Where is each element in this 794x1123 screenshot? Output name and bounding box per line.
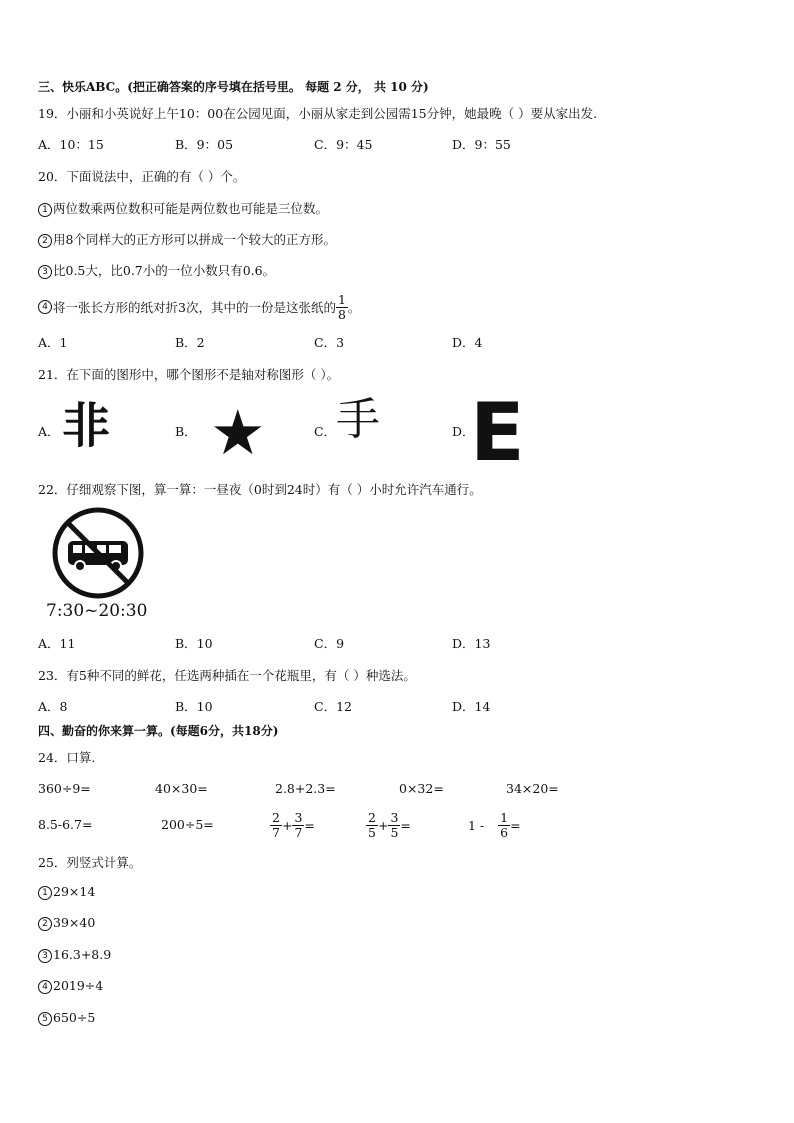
mental-calc-8: $\frac{2}{7}$ + $\frac{3}{7}$ = <box>272 810 315 840</box>
q20-option-c: C．3 <box>314 335 345 350</box>
no-bus-sign-icon <box>50 505 146 601</box>
question-22: 22．仔细观察下图，算一算：一昼夜（0时到24时）有（ ）小时允许汽车通行。 <box>38 482 482 497</box>
circled-number: 5 <box>38 1012 52 1026</box>
q23-option-b: B．10 <box>175 699 213 714</box>
mental-calc-1: 360÷9= <box>38 781 91 796</box>
q21-option-c-label: C． <box>314 424 337 439</box>
question-20: 20．下面说法中，正确的有（ ）个。 <box>38 169 246 184</box>
question-19: 19．小丽和小英说好上午10：00在公园见面，小丽从家走到公园需15分钟，她最晚（ ）要从家出发. <box>38 106 598 121</box>
vertical-calc-4: 4 2019÷4 <box>38 978 103 994</box>
figure-fei-character: 非 <box>62 398 111 454</box>
mental-calc-7: 200÷5= <box>161 817 214 832</box>
circled-number: 2 <box>38 234 52 248</box>
q21-option-b-label: B． <box>175 424 197 439</box>
q22-option-a: A．11 <box>38 636 76 651</box>
q22-option-b: B．10 <box>175 636 213 651</box>
q19-option-d: D．9：55 <box>452 137 511 152</box>
q22-option-c: C．9 <box>314 636 345 651</box>
q20-option-d: D．4 <box>452 335 483 350</box>
vertical-calc-1: 1 29×14 <box>38 884 95 900</box>
circled-number: 1 <box>38 886 52 900</box>
sign-time-caption: 7:30~20:30 <box>46 601 148 621</box>
question-25: 25．列竖式计算。 <box>38 855 142 870</box>
q21-option-d-label: D． <box>452 424 475 439</box>
q23-option-a: A．8 <box>38 699 68 714</box>
question-24: 24．口算. <box>38 750 96 765</box>
mental-calc-3: 2.8+2.3= <box>275 781 336 796</box>
mental-calc-5: 34×20= <box>506 781 559 796</box>
q20-statement-3: 3 比0.5大，比0.7小的一位小数只有0.6。 <box>38 261 275 279</box>
circled-number: 3 <box>38 265 52 279</box>
figure-letter-e: E <box>470 386 525 479</box>
mental-calc-6: 8.5-6.7= <box>38 817 93 832</box>
circled-number: 1 <box>38 203 52 217</box>
q19-option-a: A．10：15 <box>38 137 104 152</box>
q20-statement-2: 2 用8个同样大的正方形可以拼成一个较大的正方形。 <box>38 230 336 248</box>
vertical-calc-5: 5 650÷5 <box>38 1010 95 1026</box>
mental-calc-4: 0×32= <box>399 781 444 796</box>
q20-statement-1: 1 两位数乘两位数积可能是两位数也可能是三位数。 <box>38 199 328 217</box>
figure-shou-character: 手 <box>336 394 380 445</box>
q19-option-c: C．9：45 <box>314 137 373 152</box>
section4-title: 四、勤奋的你来算一算。(每题6分，共18分) <box>38 724 279 738</box>
circled-number: 3 <box>38 949 52 963</box>
question-21: 21．在下面的图形中，哪个图形不是轴对称图形（ ）。 <box>38 367 340 382</box>
question-23: 23．有5种不同的鲜花，任选两种插在一个花瓶里，有（ ）种选法。 <box>38 668 416 683</box>
q20-option-b: B．2 <box>175 335 205 350</box>
section3-title: 三、快乐ABC。(把正确答案的序号填在括号里。 每题 2 分， 共 10 分) <box>38 80 429 94</box>
q19-option-b: B．9：05 <box>175 137 234 152</box>
mental-calc-10: 1 - $\frac{1}{6}$ = <box>468 810 521 840</box>
fraction-one-eighth: $\frac{1}{8}$ <box>337 292 346 322</box>
q21-option-a-label: A． <box>38 424 60 439</box>
q23-option-c: C．12 <box>314 699 352 714</box>
q22-option-d: D．13 <box>452 636 491 651</box>
circled-number: 4 <box>38 980 52 994</box>
q23-option-d: D．14 <box>452 699 491 714</box>
circled-number: 4 <box>38 300 52 314</box>
q20-statement-4: 4 将一张长方形的纸对折3次，其中的一份是这张纸的 $\frac{1}{8}$ 。 <box>38 287 360 327</box>
vertical-calc-2: 2 39×40 <box>38 915 95 931</box>
circled-number: 2 <box>38 917 52 931</box>
mental-calc-2: 40×30= <box>155 781 208 796</box>
q20-option-a: A．1 <box>38 335 68 350</box>
vertical-calc-3: 3 16.3+8.9 <box>38 947 111 963</box>
figure-star-icon: ★ <box>210 396 266 469</box>
mental-calc-9: $\frac{2}{5}$ + $\frac{3}{5}$ = <box>368 810 411 840</box>
